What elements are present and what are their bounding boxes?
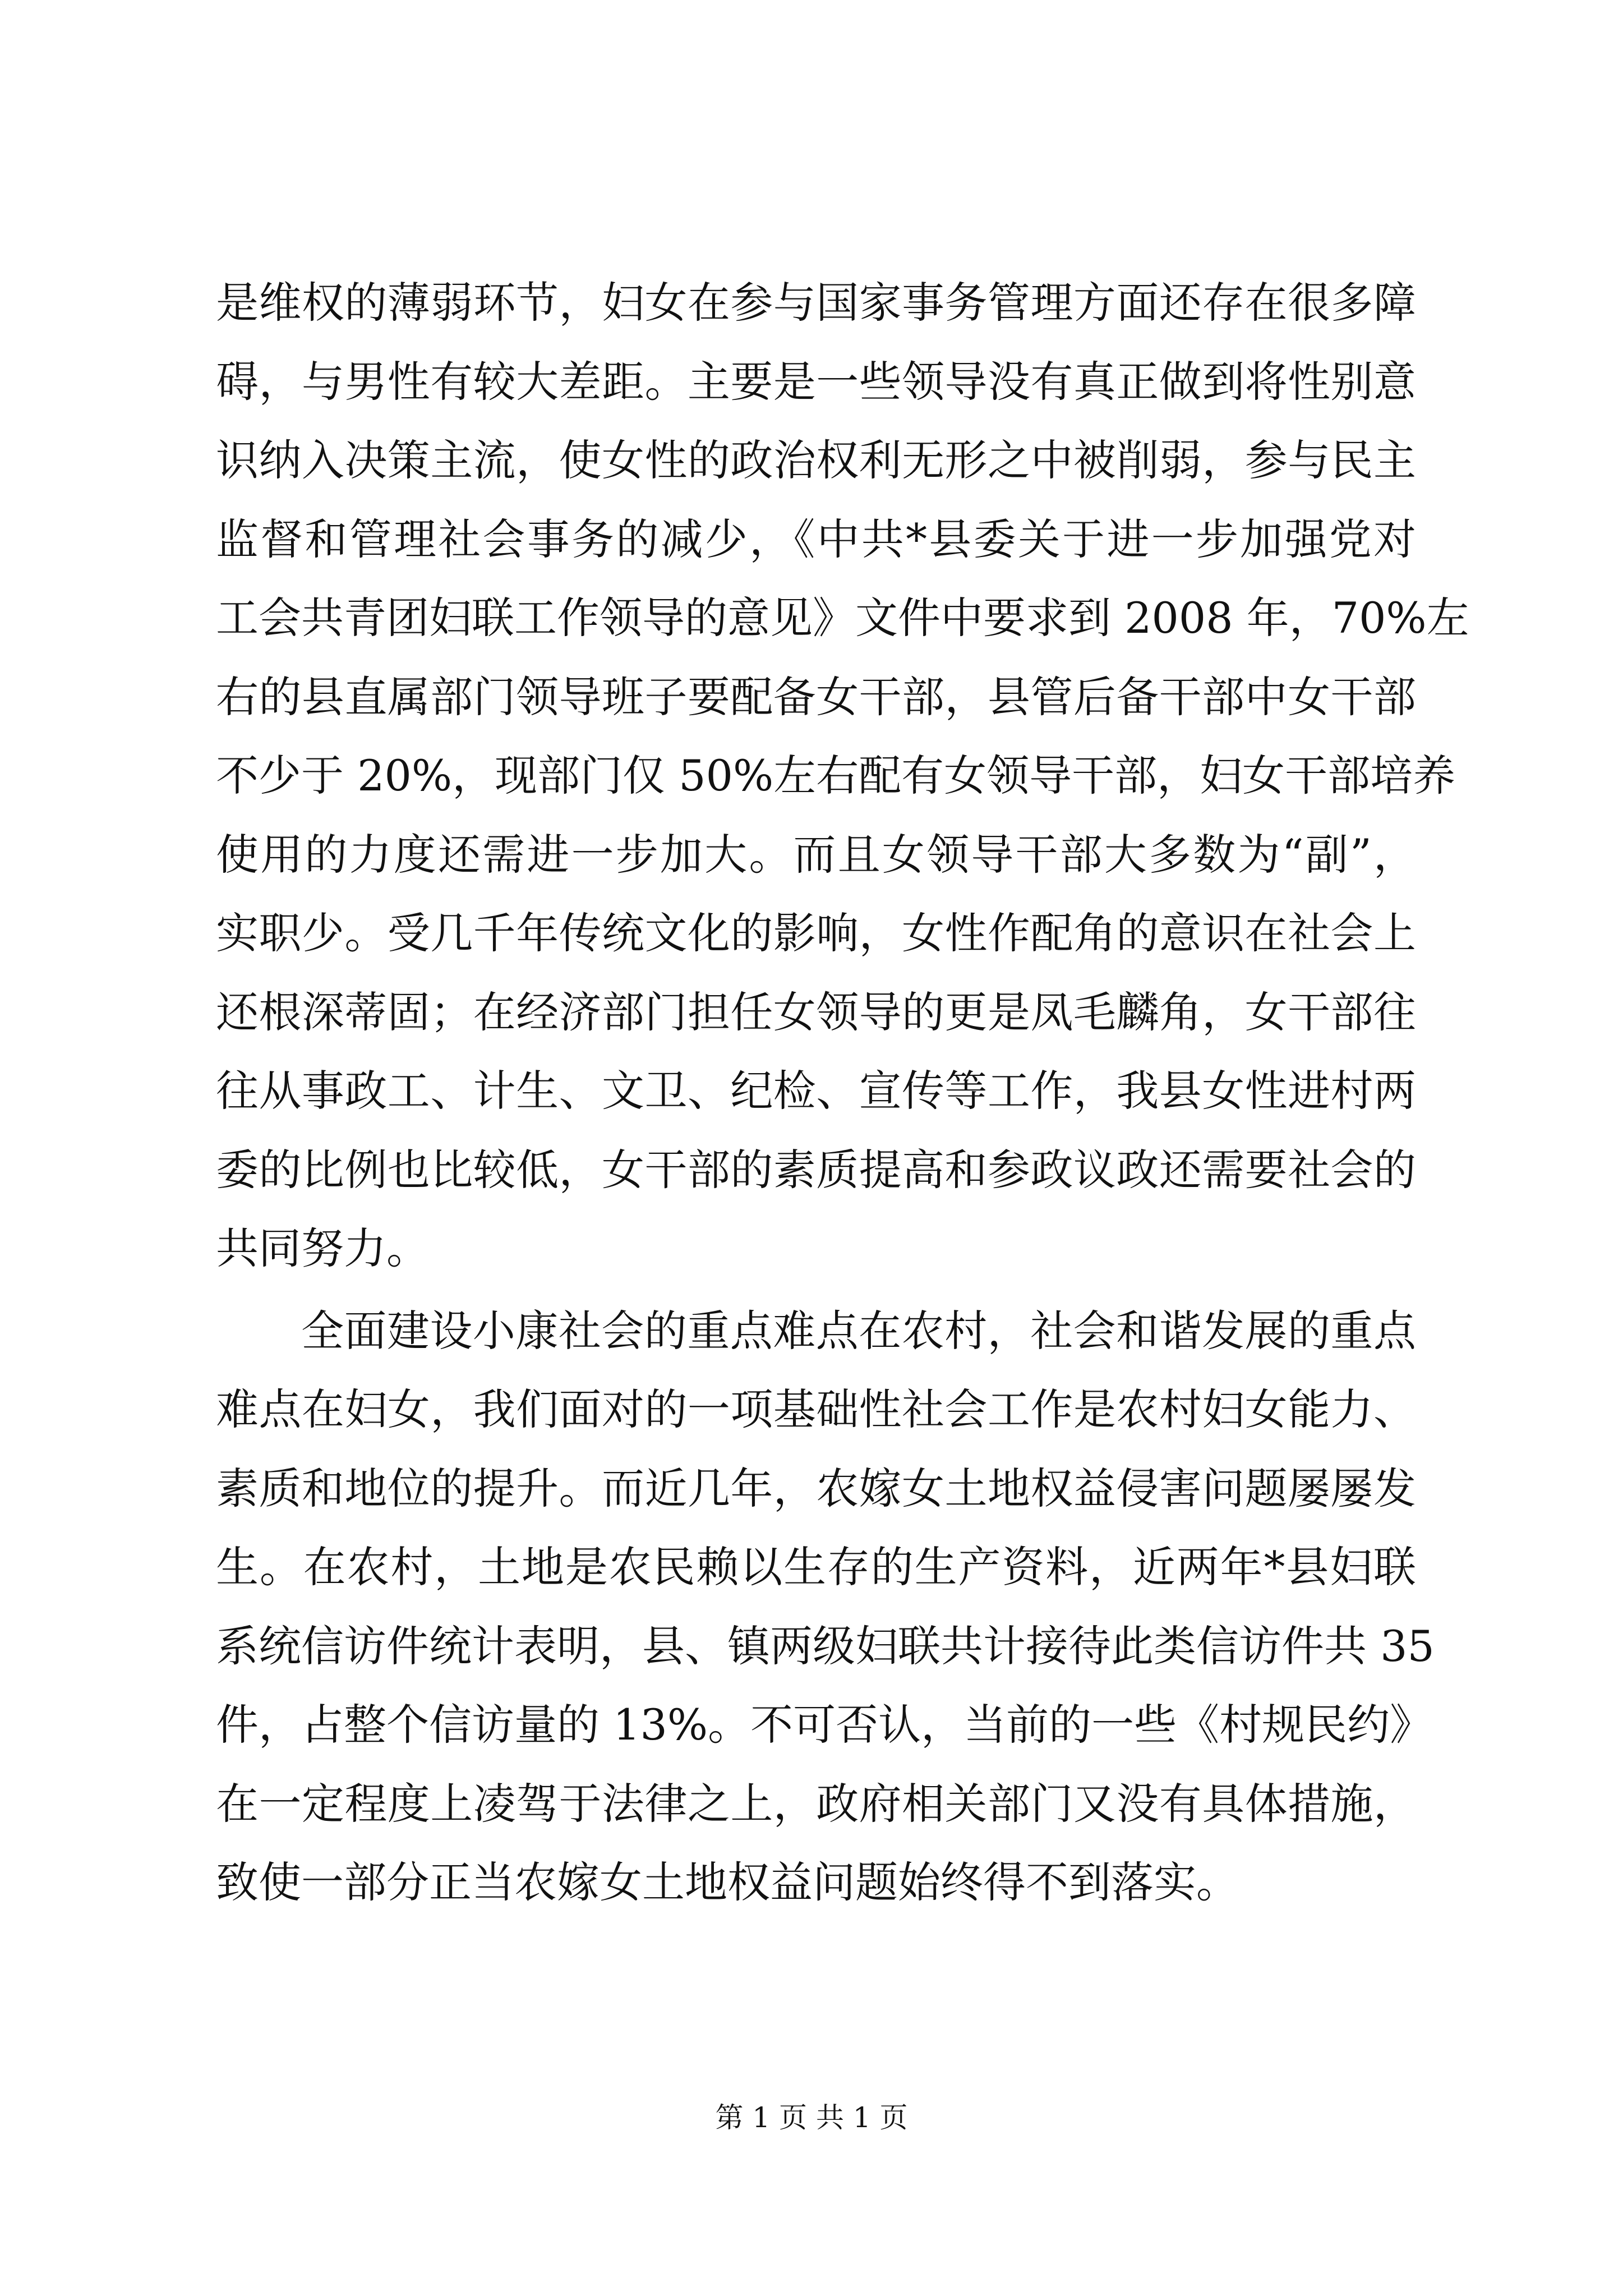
text-line: 识纳入决策主流，使女性的政治权利无形之中被削弱，参与民主 [216,435,1416,485]
text-line: 致使一部分正当农嫁女土地权益问题始终得不到落实。 [216,1857,1239,1907]
text-line: 不少于 20%，现部门仅 50%左右配有女领导干部，妇女干部培养 [216,751,1456,800]
text-line: 碍，与男性有较大差距。主要是一些领导没有真正做到将性别意 [216,356,1416,407]
paragraph-1 [216,264,1469,1289]
text-line: 工会共青团妇联工作领导的意见》文件中要求到 2008 年，70%左 [216,593,1469,643]
text-line: 是维权的薄弱环节，妇女在参与国家事务管理方面还存在很多障 [216,278,1416,328]
text-line: 实职少。受几千年传统文化的影响，女性作配角的意识在社会上 [216,908,1416,958]
page-footer: 第 1 页 共 1 页 [715,2101,908,2134]
text-line: 委的比例也比较低，女干部的素质提高和参政议政还需要社会的 [216,1144,1416,1195]
text-line: 监督和管理社会事务的减少，《中共*县委关于进一步加强党对 [216,514,1416,564]
text-line: 右的县直属部门领导班子要配备女干部，县管后备干部中女干部 [216,671,1416,722]
text-line: 还根深蒂固；在经济部门担任女领导的更是凤毛麟角，女干部往 [216,987,1416,1037]
text-line: 共同努力。 [216,1223,429,1273]
text-line: 生。在农村，土地是农民赖以生存的生产资料，近两年*县妇联 [216,1542,1416,1592]
text-line: 件，占整个信访量的 13%。不可否认，当前的一些《村规民约》 [216,1700,1433,1750]
document-body [216,264,1469,1922]
text-line: 素质和地位的提升。而近几年，农嫁女土地权益侵害问题屡屡发 [216,1463,1416,1513]
text-line: 系统信访件统计表明，县、镇两级妇联共计接待此类信访件共 35 [216,1621,1435,1671]
text-line: 往从事政工、计生、文卫、纪检、宣传等工作，我县女性进村两 [216,1066,1416,1116]
text-line: 全面建设小康社会的重点难点在农村，社会和谐发展的重点 [301,1305,1416,1356]
text-line: 难点在妇女，我们面对的一项基础性社会工作是农村妇女能力、 [216,1384,1416,1434]
text-line: 使用的力度还需进一步加大。而且女领导干部大多数为“副”， [216,829,1416,880]
paragraph-2 [216,1292,1435,1922]
text-line: 在一定程度上凌驾于法律之上，政府相关部门又没有具体措施， [216,1778,1416,1829]
